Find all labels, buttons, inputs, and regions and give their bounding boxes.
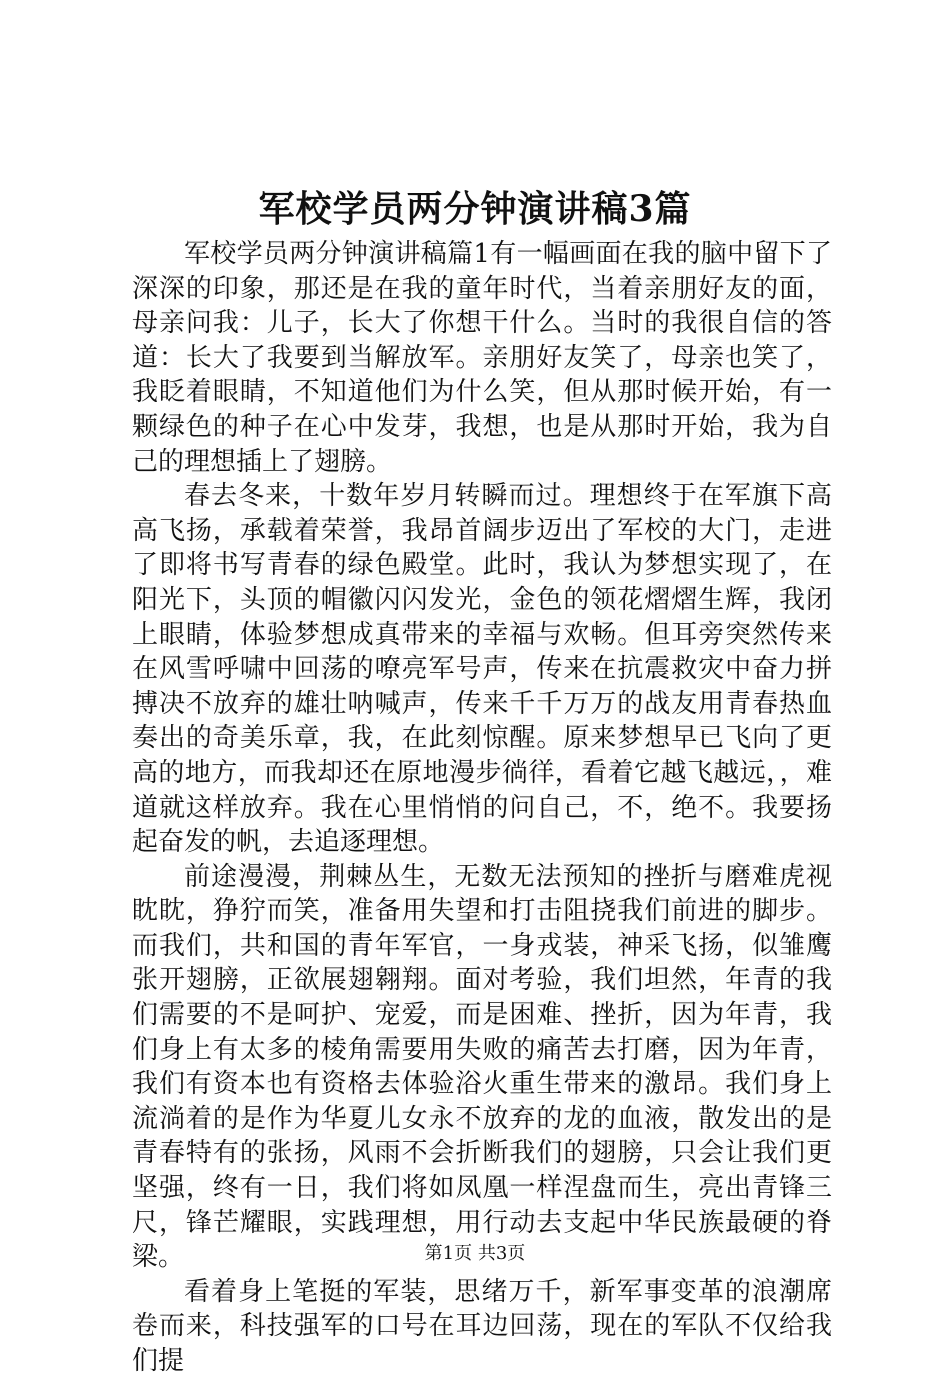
paragraph: 看着身上笔挺的军装，思绪万千，新军事变革的浪潮席卷而来，科技强军的口号在耳边回荡，现在的军队不仅给我们提 bbox=[132, 1276, 832, 1376]
paragraph: 春去冬来，十数年岁月转瞬而过。理想终于在军旗下高高飞扬，承载着荣誉，我昂首阔步迈出了军校的大门，走进了即将书写青春的绿色殿堂。此时，我认为梦想实现了，在阳光下，头顶的帽徽闪闪发光，金色的领花熠熠生辉，我闭上眼睛，体验梦想成真带来的幸福与欢畅。但耳旁突然传来在风雪呼啸中回荡的嘹亮军号声，传来在抗震救灾中奋力拼搏决不放弃的雄壮呐喊声，传来千千万万的战友用青春热血奏出的奇美乐章，我，在此刻惊醒。原来梦想早已飞向了更高的地方，而我却还在原地漫步徜徉，看着它越飞越远，，难道就这样放弃。我在心里悄悄的问自己，不，绝不。我要扬起奋发的帆，去追逐理想。 bbox=[132, 481, 832, 858]
paragraph: 军校学员两分钟演讲稿篇1有一幅画面在我的脑中留下了深深的印象，那还是在我的童年时代，当着亲朋好友的面，母亲问我：儿子，长大了你想干什么。当时的我很自信的答道：长大了我要到当解放军。亲朋好友笑了，母亲也笑了，我眨着眼睛，不知道他们为什么笑，但从那时候开始，有一颗绿色的种子在心中发芽，我想，也是从那时开始，我为自己的理想插上了翅膀。 bbox=[132, 239, 832, 477]
document-body bbox=[132, 237, 832, 1379]
page-footer: 第1页 共3页 bbox=[424, 1243, 526, 1264]
paragraph: 前途漫漫，荆棘丛生，无数无法预知的挫折与磨难虎视眈眈，狰狞而笑，准备用失望和打击阻挠我们前进的脚步。而我们，共和国的青年军官，一身戎装，神采飞扬，似雏鹰张开翅膀，正欲展翅翱翔。面对考验，我们坦然，年青的我们需要的不是呵护、宠爱，而是困难、挫折，因为年青，我们身上有太多的棱角需要用失败的痛苦去打磨，因为年青，我们有资本也有资格去体验浴火重生带来的激昂。我们身上流淌着的是作为华夏儿女永不放弃的龙的血液，散发出的是青春特有的张扬，风雨不会折断我们的翅膀，只会让我们更坚强，终有一日，我们将如凤凰一样涅盘而生，亮出青锋三尺，锋芒耀眼，实践理想，用行动去支起中华民族最硬的脊梁。 bbox=[132, 861, 832, 1273]
page-title: 军校学员两分钟演讲稿3篇 bbox=[258, 188, 692, 230]
